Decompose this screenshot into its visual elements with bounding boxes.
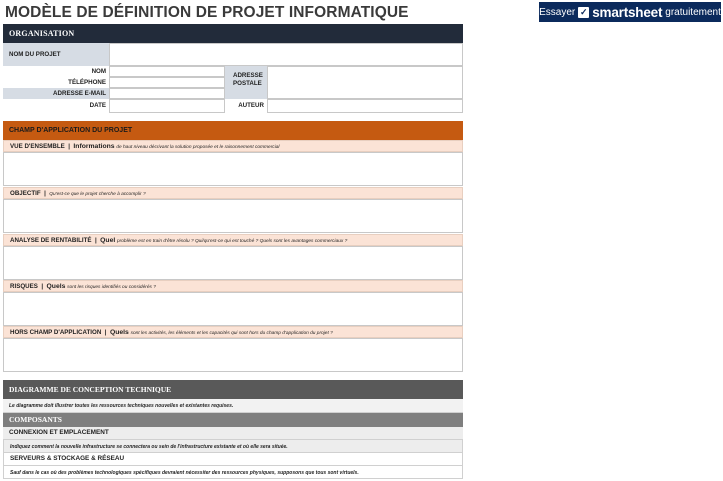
business-case-input[interactable]: [3, 246, 463, 280]
organisation-section: [3, 24, 463, 113]
scope-item-business-case: [3, 234, 463, 280]
out-of-scope-input[interactable]: [3, 338, 463, 372]
date-label: DATE: [3, 99, 109, 113]
scope-item-title: HORS CHAMP D'APPLICATION | Quels sont les activités, les éléments et les capacités qui sont hors du champ d'application du projet ?: [3, 326, 463, 338]
component-hint-connection[interactable]: Indiquez comment la nouvelle infrastructure se connectera ou sein de l'infrastructure existante et où elle sera située.: [3, 439, 463, 453]
phone-label: TÉLÉPHONE: [3, 77, 109, 88]
scope-item-title: ANALYSE DE RENTABILITÉ | Quel problème est en train d'être résolu ? Qui/qu'est-ce qui est touché ? Quels sont les avantages commerciaux ?: [3, 234, 463, 246]
component-title-connection: CONNEXION ET EMPLACEMENT: [3, 427, 463, 439]
scope-item-title: VUE D'ENSEMBLE | Informations de haut niveau décrivant la solution proposée et le raisonnement commercial: [3, 140, 463, 152]
scope-header: CHAMP D'APPLICATION DU PROJET: [3, 121, 463, 140]
scope-item-title: OBJECTIF | Qu'est-ce que le projet cherche à accomplir ?: [3, 187, 463, 199]
overview-input[interactable]: [3, 152, 463, 186]
design-header: DIAGRAMME DE CONCEPTION TECHNIQUE: [3, 380, 463, 399]
scope-item-title: RISQUES | Quels sont les risques identifiés ou considérés ?: [3, 280, 463, 292]
author-label: AUTEUR: [225, 99, 267, 113]
name-field[interactable]: [109, 66, 225, 77]
project-name-field[interactable]: [109, 43, 463, 66]
date-field[interactable]: [109, 99, 225, 113]
address-field[interactable]: [267, 66, 463, 99]
name-label: NOM: [3, 66, 109, 77]
smartsheet-trial-banner[interactable]: [539, 2, 721, 22]
organisation-header: ORGANISATION: [3, 24, 463, 43]
author-field[interactable]: [267, 99, 463, 113]
component-hint-servers[interactable]: Sauf dans le cas où des problèmes technologiques spécifiques devraient nécessiter des ressources physiques, supposons que tous sont virtuels.: [3, 465, 463, 479]
banner-brand: smartsheet: [592, 4, 663, 20]
address-label: ADRESSE POSTALE: [225, 66, 267, 99]
page-title: MODÈLE DE DÉFINITION DE PROJET INFORMATIQUE: [5, 4, 409, 21]
components-header: COMPOSANTS: [3, 413, 463, 427]
design-section: [3, 380, 463, 479]
scope-item-overview: [3, 140, 463, 186]
project-name-label: NOM DU PROJET: [3, 43, 109, 66]
email-label: ADRESSE E-MAIL: [3, 88, 109, 99]
banner-prefix: Essayer: [539, 6, 576, 18]
phone-field[interactable]: [109, 77, 225, 88]
banner-suffix: gratuitement: [665, 6, 721, 18]
scope-section: [3, 121, 463, 372]
component-title-servers: SERVEURS & STOCKAGE & RÉSEAU: [3, 453, 463, 465]
email-field[interactable]: [109, 88, 225, 99]
objective-input[interactable]: [3, 199, 463, 233]
smartsheet-check-icon: ✓: [579, 6, 588, 17]
scope-item-objective: [3, 187, 463, 233]
risks-input[interactable]: [3, 292, 463, 326]
scope-item-risks: [3, 280, 463, 326]
design-note: Le diagramme doit illustrer toutes les ressources techniques nouvelles et existantes requises.: [3, 399, 463, 413]
scope-item-out-of-scope: [3, 326, 463, 372]
